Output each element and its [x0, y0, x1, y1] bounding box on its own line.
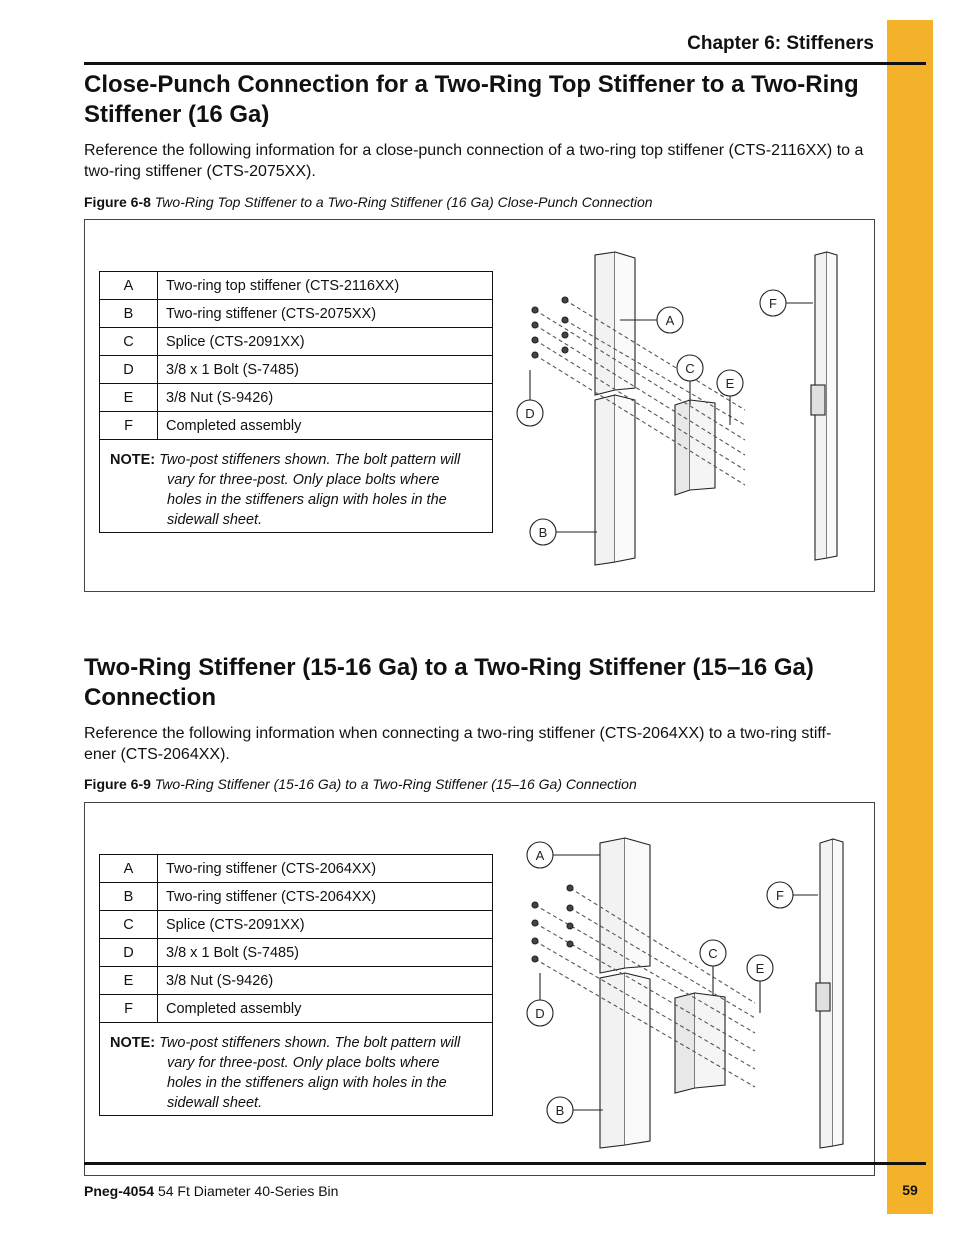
section2-heading	[84, 653, 884, 713]
legend-key: D	[100, 939, 158, 967]
note-line: sidewall sheet.	[167, 512, 263, 528]
figure-6-9-box	[84, 802, 875, 1176]
section1-heading	[84, 70, 884, 130]
callout-a: A	[535, 848, 545, 863]
note-line: vary for three-post. Only place bolts where	[167, 1055, 440, 1071]
section2-intro-line1: Reference the following information when connecting a two-ring stiffener (CTS-2064XX) to a two-ring stiff-	[84, 725, 832, 742]
doc-title: 54 Ft Diameter 40-Series Bin	[157, 1183, 339, 1199]
note-line: holes in the stiffeners align with holes in the	[167, 1075, 447, 1091]
legend-key: E	[100, 967, 158, 995]
legend-desc: Two-ring stiffener (CTS-2064XX)	[158, 855, 493, 883]
figure-label: Figure 6-9	[84, 776, 151, 792]
table-row	[100, 995, 493, 1023]
legend-desc: Splice (CTS-2091XX)	[158, 911, 493, 939]
callout-d: D	[535, 1006, 545, 1021]
table-row	[100, 384, 493, 412]
legend-desc: Splice (CTS-2091XX)	[158, 328, 493, 356]
footer	[84, 1183, 338, 1199]
figure-label: Figure 6-8	[84, 194, 151, 210]
legend-desc: 3/8 x 1 Bolt (S-7485)	[158, 939, 493, 967]
legend-desc: Completed assembly	[158, 412, 493, 440]
legend-desc: Two-ring stiffener (CTS-2064XX)	[158, 883, 493, 911]
section2-heading-line2: Connection	[84, 684, 216, 711]
callout-b: B	[538, 525, 548, 540]
legend-key: B	[100, 300, 158, 328]
note-row	[100, 1023, 493, 1116]
page-number: 59	[902, 1182, 918, 1198]
legend-table	[99, 854, 493, 1116]
note-line: vary for three-post. Only place bolts where	[167, 472, 440, 488]
note-line: Two-post stiffeners shown. The bolt pattern will	[159, 452, 461, 468]
stiffener-diagram	[515, 823, 865, 1163]
callout-b: B	[555, 1103, 565, 1118]
footer-rule	[84, 1162, 926, 1165]
section1-heading-line1: Close-Punch Connection for a Two-Ring Top Stiffener to a Two-Ring	[84, 71, 859, 98]
section2-intro-line2: ener (CTS-2064XX).	[84, 746, 230, 763]
section2-heading-line1: Two-Ring Stiffener (15-16 Ga) to a Two-Ring Stiffener (15–16 Ga)	[84, 654, 814, 681]
note-cell	[100, 440, 493, 533]
callout-f: F	[776, 888, 784, 903]
note-label: NOTE:	[110, 1035, 156, 1051]
legend-key: F	[100, 995, 158, 1023]
table-row	[100, 883, 493, 911]
callout-d: D	[525, 406, 535, 421]
legend-desc: Two-ring top stiffener (CTS-2116XX)	[158, 272, 493, 300]
legend-key: C	[100, 328, 158, 356]
legend-desc: 3/8 Nut (S-9426)	[158, 967, 493, 995]
figure-6-8-caption	[84, 194, 653, 210]
table-row	[100, 412, 493, 440]
table-row	[100, 855, 493, 883]
note-row	[100, 440, 493, 533]
table-row	[100, 328, 493, 356]
note-cell	[100, 1023, 493, 1116]
note-line: sidewall sheet.	[167, 1095, 263, 1111]
note-label: NOTE:	[110, 452, 156, 468]
legend-key: A	[100, 855, 158, 883]
note	[110, 1033, 482, 1113]
note-line: Two-post stiffeners shown. The bolt pattern will	[159, 1035, 461, 1051]
chapter-side-tab	[887, 20, 933, 1214]
legend-key: E	[100, 384, 158, 412]
section1-heading-line2: Stiffener (16 Ga)	[84, 101, 270, 128]
doc-id: Pneg-4054	[84, 1183, 155, 1199]
callout-c: C	[708, 946, 718, 961]
table-row	[100, 967, 493, 995]
table-row	[100, 939, 493, 967]
table-row	[100, 911, 493, 939]
legend-key: D	[100, 356, 158, 384]
legend-key: F	[100, 412, 158, 440]
table-row	[100, 356, 493, 384]
callout-f: F	[769, 296, 777, 311]
header-rule	[84, 62, 926, 65]
note-line: holes in the stiffeners align with holes in the	[167, 492, 447, 508]
legend-desc: 3/8 x 1 Bolt (S-7485)	[158, 356, 493, 384]
figure-6-8-box	[84, 219, 875, 592]
stiffener-diagram	[515, 240, 865, 580]
section1-intro: Reference the following information for a close-punch connection of a two-ring top stiffener (CTS-2116XX) to a two-ring stiffener (CTS-2075XX).	[84, 142, 864, 180]
legend-key: C	[100, 911, 158, 939]
figure-title: Two-Ring Top Stiffener to a Two-Ring Stiffener (16 Ga) Close-Punch Connection	[154, 194, 653, 210]
section2-intro	[84, 723, 874, 765]
figure-title: Two-Ring Stiffener (15-16 Ga) to a Two-Ring Stiffener (15–16 Ga) Connection	[154, 776, 637, 792]
legend-key: B	[100, 883, 158, 911]
callout-a: A	[665, 313, 675, 328]
table-row	[100, 300, 493, 328]
figure-6-9-caption	[84, 776, 637, 792]
chapter-title: Chapter 6: Stiffeners	[687, 33, 874, 54]
legend-desc: 3/8 Nut (S-9426)	[158, 384, 493, 412]
table-row	[100, 272, 493, 300]
legend-desc: Two-ring stiffener (CTS-2075XX)	[158, 300, 493, 328]
legend-table	[99, 271, 493, 533]
legend-key: A	[100, 272, 158, 300]
legend-desc: Completed assembly	[158, 995, 493, 1023]
note	[110, 450, 482, 530]
callout-c: C	[685, 361, 695, 376]
callout-e: E	[755, 961, 765, 976]
callout-e: E	[725, 376, 735, 391]
